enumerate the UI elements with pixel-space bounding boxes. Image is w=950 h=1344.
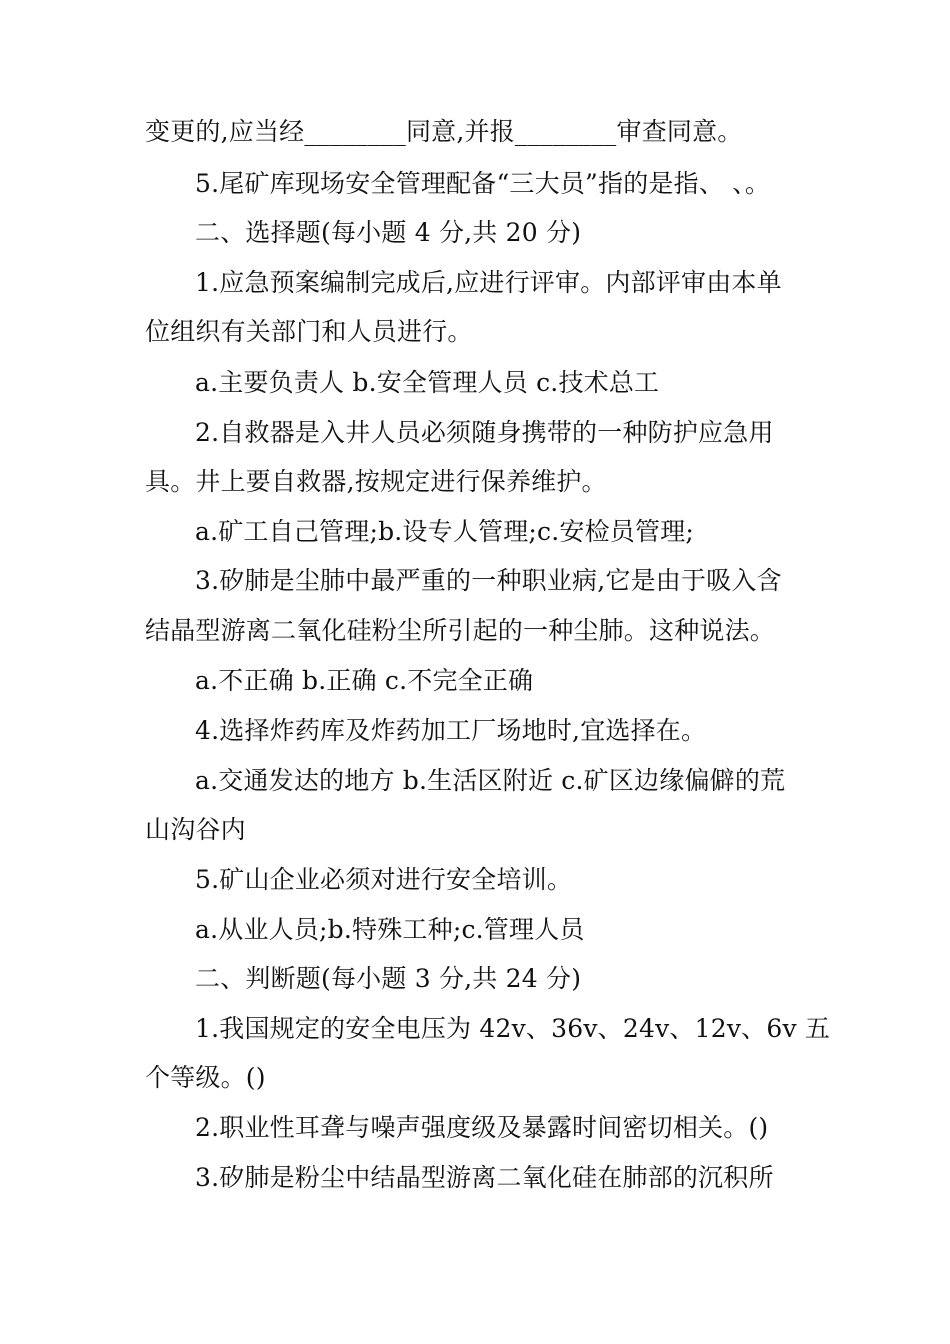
question-text: 3.矽肺是尘肺中最严重的一种职业病,它是由于吸入含 [195,566,782,595]
text-line: 5.尾矿库现场安全管理配备“三大员”指的是指、 、。 [195,169,771,198]
question-text: 1.应急预案编制完成后,应进行评审。内部评审由本单 [195,268,782,297]
question-text: 位组织有关部门和人员进行。 [145,317,473,346]
question-text: 3.矽肺是粉尘中结晶型游离二氧化硅在肺部的沉积所 [195,1163,774,1192]
question-text: 1.我国规定的安全电压为 42v、36v、24v、12v、6v 五 [195,1014,831,1043]
answer-options: a.从业人员;b.特殊工种;c.管理人员 [195,915,585,944]
section-heading: 二、选择题(每小题 4 分,共 20 分) [195,218,582,247]
answer-options: a.交通发达的地方 b.生活区附近 c.矿区边缘偏僻的荒 [195,766,786,795]
question-text: 4.选择炸药库及炸药加工厂场地时,宜选择在。 [195,716,707,745]
answer-options: a.矿工自己管理;b.设专人管理;c.安检员管理; [195,517,695,546]
text-line: 变更的,应当经________同意,并报________审查同意。 [145,117,743,146]
answer-options: 山沟谷内 [145,815,246,844]
section-heading: 二、判断题(每小题 3 分,共 24 分) [195,964,582,993]
question-text: 个等级。() [145,1063,266,1092]
answer-options: a.不正确 b.正确 c.不完全正确 [195,666,534,695]
answer-options: a.主要负责人 b.安全管理人员 c.技术总工 [195,368,660,397]
question-text: 结晶型游离二氧化硅粉尘所引起的一种尘肺。这种说法。 [145,616,776,645]
question-text: 5.矿山企业必须对进行安全培训。 [195,865,573,894]
question-text: 2.职业性耳聋与噪声强度级及暴露时间密切相关。() [195,1113,769,1142]
question-text: 具。井上要自救器,按规定进行保养维护。 [145,467,607,496]
question-text: 2.自救器是入井人员必须随身携带的一种防护应急用 [195,418,774,447]
